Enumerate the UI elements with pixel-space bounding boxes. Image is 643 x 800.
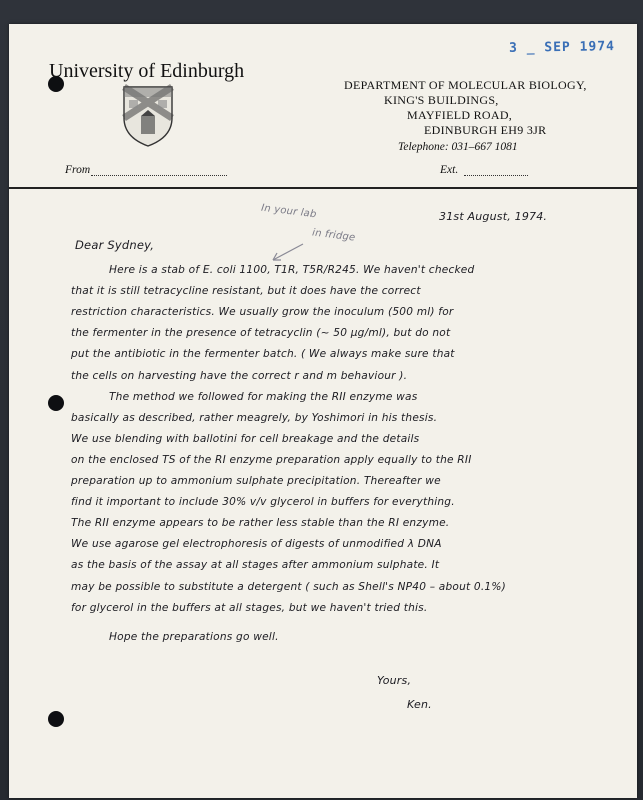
letter-body-line: We use blending with ballotini for cell breakage and the details [71, 432, 420, 445]
institution-name: University of Edinburgh [49, 60, 245, 82]
letter-body-line: Hope the preparations go well. [109, 630, 279, 643]
pencil-note-line-1: In your lab [260, 202, 318, 221]
letter-date: 31st August, 1974. [439, 210, 548, 223]
address-line-3: EDINBURGH EH9 3JR [424, 123, 547, 137]
department-name: DEPARTMENT OF MOLECULAR BIOLOGY, [344, 78, 587, 92]
letter-body-line: on the enclosed TS of the RI enzyme preparation apply equally to the RII [71, 453, 472, 466]
letter-body-line: may be possible to substitute a detergent ( such as Shell's NP40 – about 0.1%) [71, 580, 506, 593]
letter-body-line: Here is a stab of E. coli 1100, T1R, T5R/R245. We haven't checked [109, 264, 475, 276]
closing: Yours, [377, 674, 412, 687]
letter-body-line: that it is still tetracycline resistant, but it does have the correct [71, 285, 421, 298]
letter-body-line: put the antibiotic in the fermenter batch. ( We always make sure that [71, 348, 455, 361]
letter-body-line: The RII enzyme appears to be rather less stable than the RI enzyme. [71, 517, 450, 530]
pencil-arrow-icon [267, 240, 307, 264]
letter-body-line: the fermenter in the presence of tetracyclin (~ 50 μg/ml), but do not [71, 327, 451, 340]
punch-hole-bottom [48, 711, 64, 727]
letterhead-divider [9, 187, 637, 189]
date-received-stamp: 3 _ SEP 1974 [508, 39, 616, 56]
letter-body-line: as the basis of the assay at all stages after ammonium sulphate. It [71, 559, 440, 572]
ext-line [464, 175, 528, 176]
salutation: Dear Sydney, [75, 238, 155, 252]
letter-body-line: basically as described, rather meagrely, by Yoshimori in his thesis. [71, 411, 438, 424]
letter-sheet [9, 24, 637, 798]
ext-label: Ext. [440, 164, 459, 176]
from-label: From [65, 164, 91, 176]
from-line [91, 175, 227, 176]
punch-hole-middle [48, 395, 64, 411]
address-line-1: KING'S BUILDINGS, [384, 93, 499, 107]
letter-body-line: preparation up to ammonium sulphate precipitation. Thereafter we [71, 475, 441, 487]
university-crest-icon [121, 84, 175, 148]
letter-body-line: the cells on harvesting have the correct r and m behaviour ). [71, 369, 408, 382]
letter-body-line: find it important to include 30% v/v glycerol in buffers for everything. [71, 496, 455, 509]
signature: Ken. [407, 698, 432, 711]
letter-body-line: restriction characteristics. We usually grow the inoculum (500 ml) for [71, 306, 454, 319]
telephone-number: Telephone: 031–667 1081 [398, 141, 518, 153]
pencil-note-line-2: in fridge [311, 227, 356, 244]
letter-body-line: The method we followed for making the RII enzyme was [109, 390, 418, 403]
letter-body-line: We use agarose gel electrophoresis of digests of unmodified λ DNA [71, 538, 442, 551]
letter-body-line: for glycerol in the buffers at all stages, but we haven't tried this. [71, 601, 428, 614]
address-line-2: MAYFIELD ROAD, [407, 108, 513, 122]
